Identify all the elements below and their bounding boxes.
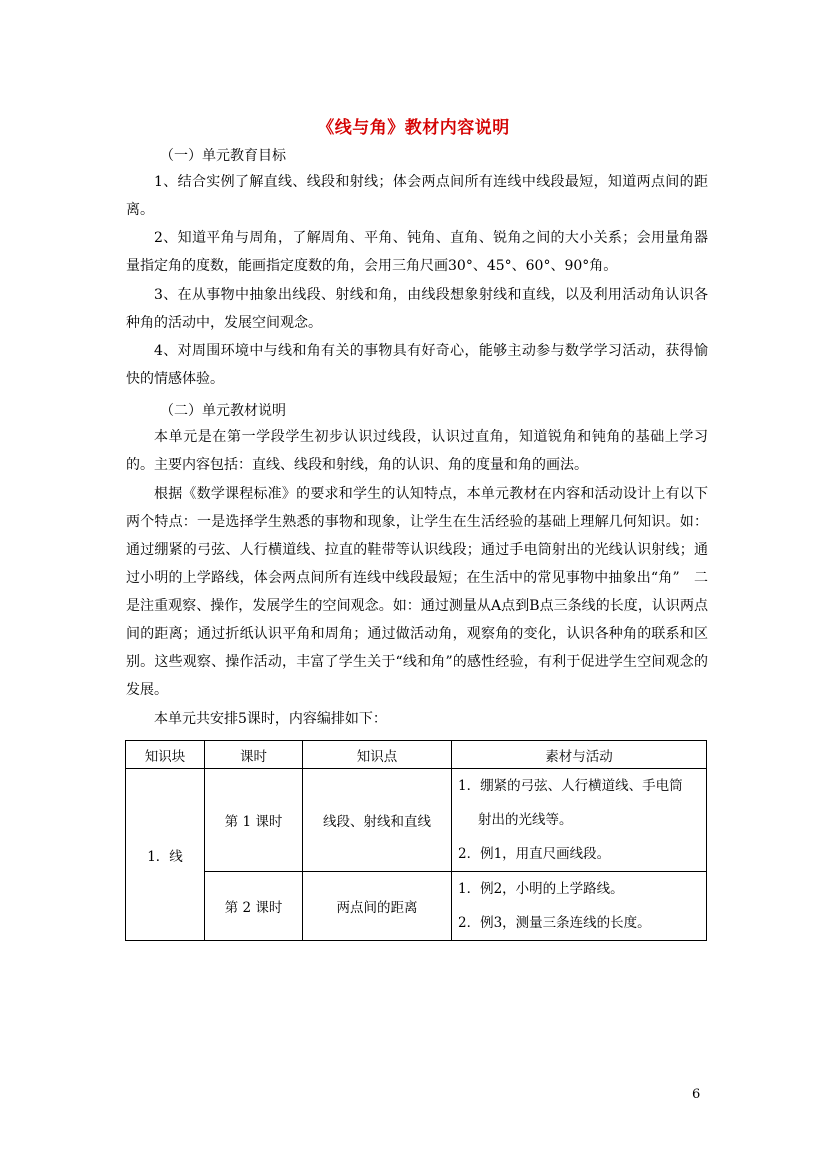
knowledge-block-cell: 1．线 <box>126 769 205 941</box>
unit-description-paragraph: 本单元是在第一学段学生初步认识过线段，认识过直角，知道锐角和钝角的基础上学习的。主要内容包括：直线、线段和射线，角的认识、角的度量和角的画法。 <box>126 429 708 473</box>
lesson-arrangement-paragraph: 本单元共安排5课时，内容编排如下： <box>154 711 387 727</box>
materials-cell <box>452 769 707 872</box>
material-item: 1．绷紧的弓弦、人行横道线、手电筒 <box>458 778 683 794</box>
material-item: 2．例3，测量三条连线的长度。 <box>458 915 651 931</box>
lesson-cell: 第 2 课时 <box>205 872 303 941</box>
lesson-outline-table <box>125 740 707 941</box>
material-item: 2．例1，用直尺画线段。 <box>458 846 611 862</box>
header-lesson: 课时 <box>205 741 303 769</box>
table-row <box>126 769 707 872</box>
material-item-continued: 射出的光线等。 <box>478 812 573 828</box>
section2-heading: （二）单元教材说明 <box>160 403 286 419</box>
header-knowledge-block: 知识块 <box>126 741 205 769</box>
header-materials-activities: 素材与活动 <box>452 741 707 769</box>
objective-item-3: 3、在从事物中抽象出线段、射线和角，由线段想象射线和直线，以及利用活动角认识各种角的活动中，发展空间观念。 <box>126 287 708 331</box>
objective-item-1: 1、结合实例了解直线、线段和射线；体会两点间所有连线中线段最短，知道两点间的距离。 <box>126 174 708 218</box>
page-number: 6 <box>692 1087 701 1102</box>
lesson-cell: 第 1 课时 <box>205 769 303 872</box>
table-header-row <box>126 741 707 769</box>
section1-heading: （一）单元教育目标 <box>160 148 286 164</box>
knowledge-point-cell: 两点间的距离 <box>303 872 452 941</box>
knowledge-point-cell: 线段、射线和直线 <box>303 769 452 872</box>
table-row <box>126 872 707 941</box>
materials-cell <box>452 872 707 941</box>
header-knowledge-point: 知识点 <box>303 741 452 769</box>
material-item: 1．例2，小明的上学路线。 <box>458 881 624 897</box>
objective-item-4: 4、对周围环境中与线和角有关的事物具有好奇心，能够主动参与数学学习活动，获得愉快的情感体验。 <box>126 343 708 387</box>
design-features-paragraph: 根据《数学课程标准》的要求和学生的认知特点，本单元教材在内容和活动设计上有以下两个特点：一是选择学生熟悉的事物和现象，让学生在生活经验的基础上理解几何知识。如：通过绷紧的弓弦、人行横道线、拉直的鞋带等认识线段；通过手电筒射出的光线认识射线；通过小明的上学路线，体会两点间所有连线中线段最短；在生活中的常见事物中抽象出“角” 二是注重观察、操作，发展学生的空间观念。如：通过测量从A点到B点三条线的长度，认识两点间的距离；通过折纸认识平角和周角；通过做活动角，观察角的变化，认识各种角的联系和区别。这些观察、操作活动，丰富了学生关于“线和角”的感性经验，有利于促进学生空间观念的发展。 <box>126 486 708 698</box>
objective-item-2: 2、知道平角与周角，了解周角、平角、钝角、直角、锐角之间的大小关系；会用量角器量指定角的度数，能画指定度数的角，会用三角尺画30°、45°、60°、90°角。 <box>126 230 708 274</box>
document-title: 《线与角》教材内容说明 <box>317 118 510 138</box>
